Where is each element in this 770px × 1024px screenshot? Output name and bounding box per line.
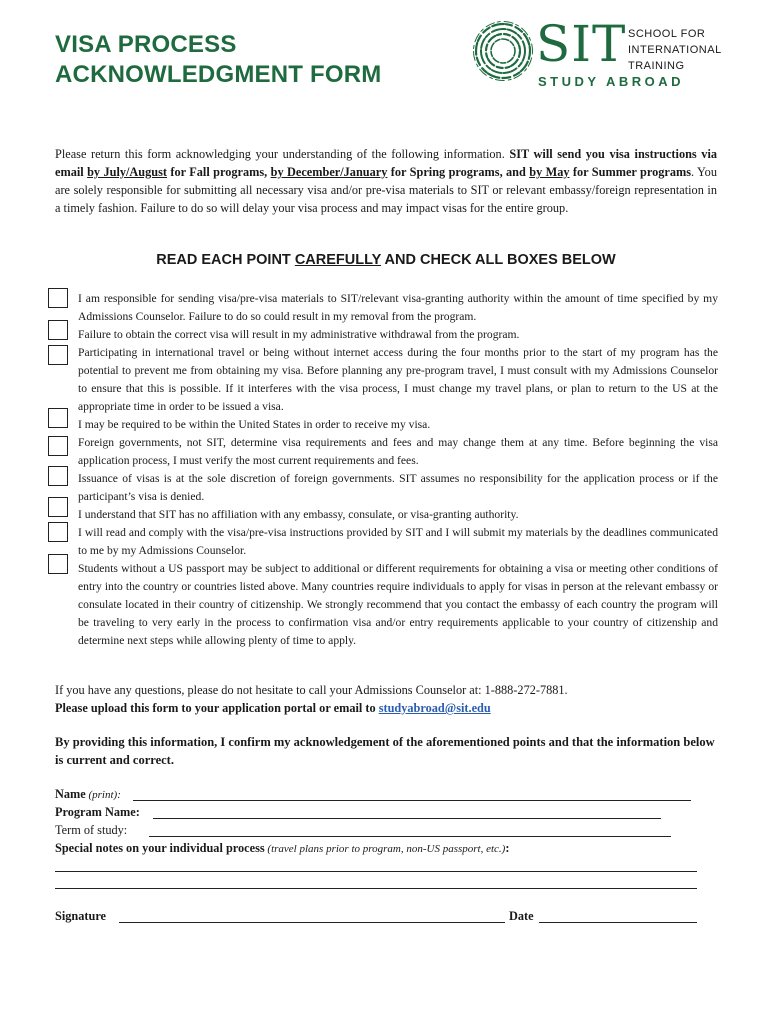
point-3: Participating in international travel or being without internet access during the four months prior to the start of my program has the potential to prevent me from obtaining my visa. Before planning any pre-program travel, I must consult with my Admissions Counselor to ensure that this is possible. If it interferes with the visa process, I must change my travel plans, or plan to return to the US at the appropriate time in order to be issued a visa. [78, 346, 718, 413]
school-line-2: INTERNATIONAL [628, 44, 722, 56]
intro-text-1: Please return this form acknowledging your understanding of the following information. [55, 147, 510, 161]
name-hint: (print): [85, 789, 121, 801]
program-input-line[interactable] [153, 818, 661, 819]
checkbox-point-6[interactable] [48, 466, 68, 486]
notes-label-text: Special notes on your individual process [55, 841, 265, 855]
intro-bold-4: for Summer programs [569, 165, 692, 179]
deadline-fall: by July/August [87, 165, 168, 179]
term-label: Term of study: [55, 823, 128, 837]
intro-paragraph [55, 145, 717, 217]
point-9: Students without a US passport may be subject to additional or different requirements for obtaining a visa or meeting other conditions of entry into the country or countries listed above. Many countries require individuals to apply for visas in person at the relevant embassy or consulate located in their country of citizenship. We strongly recommend that you contact the embassy of each country the program will be traveling to very early in the process to confirmation visa and/or entry requirements applicable to your country of citizenship and determine next steps while allowing plenty of time to apply. [78, 562, 718, 647]
point-7: I understand that SIT has no affiliation with any embassy, consulate, or visa-granting authority. [78, 508, 519, 521]
term-input-line[interactable] [149, 836, 671, 837]
notes-hint: (travel plans prior to program, non-US passport, etc.) [264, 843, 506, 855]
email-link[interactable]: studyabroad@sit.edu [378, 701, 491, 715]
upload-text: Please upload this form to your application portal or email to [55, 701, 379, 715]
signature-label: Signature [55, 909, 107, 923]
checkbox-point-9[interactable] [48, 554, 68, 574]
checkbox-point-2[interactable] [48, 320, 68, 340]
checkbox-point-7[interactable] [48, 497, 68, 517]
deadline-spring: by December/January [270, 165, 388, 179]
program-label: Program Name: [55, 805, 140, 819]
title-line-1: VISA PROCESS [55, 31, 237, 58]
confirmation-statement: By providing this information, I confirm my acknowledgement of the aforementioned points and that the information below is current and correct. [55, 735, 715, 767]
point-6: Issuance of visas is at the sole discretion of foreign governments. SIT assumes no responsibility for the application process or if the participant’s visa is denied. [78, 472, 718, 503]
point-8: I will read and comply with the visa/pre-visa instructions provided by SIT and I will submit my materials by the deadlines communicated to me by my Admissions Counselor. [78, 526, 718, 557]
name-label-text: Name [55, 787, 86, 801]
form-title [55, 30, 381, 90]
sit-circle-logo-icon [472, 20, 534, 82]
upload-instruction [55, 699, 717, 717]
date-label: Date [509, 909, 534, 923]
signature-input-line[interactable] [119, 922, 505, 923]
title-line-2: ACKNOWLEDGMENT FORM [55, 61, 382, 88]
checkbox-point-5[interactable] [48, 436, 68, 456]
checkbox-point-1[interactable] [48, 288, 68, 308]
study-abroad-tagline: STUDY ABROAD [538, 74, 685, 89]
heading-emphasis: CAREFULLY [294, 252, 382, 268]
sit-logo [472, 15, 732, 96]
date-input-line[interactable] [539, 922, 697, 923]
questions-text: If you have any questions, please do not hesitate to call your Admissions Counselor at: 1-888-272-7881. [55, 683, 568, 697]
contact-block [55, 681, 717, 717]
school-line-3: TRAINING [628, 60, 685, 72]
checkbox-point-4[interactable] [48, 408, 68, 428]
notes-label [55, 839, 509, 858]
school-name [628, 26, 722, 74]
deadline-summer: by May [529, 165, 570, 179]
point-1: I am responsible for sending visa/pre-visa materials to SIT/relevant visa-granting authority within the amount of time specified by my Admissions Counselor. Failure to do so could result in my removal from the program. [78, 292, 718, 323]
instructions-heading [55, 252, 717, 268]
school-line-1: SCHOOL FOR [628, 28, 706, 40]
checkbox-point-8[interactable] [48, 522, 68, 542]
name-label [55, 785, 121, 804]
point-2: Failure to obtain the correct visa will result in my administrative withdrawal from the program. [78, 328, 520, 341]
notes-colon: : [505, 841, 510, 855]
intro-bold-2: for Fall programs, [167, 165, 271, 179]
notes-input-line-2[interactable] [55, 888, 697, 889]
intro-bold-3: for Spring programs, and [387, 165, 530, 179]
intro-text-2: . You are solely responsible for submitting all necessary visa and/or pre-visa materials to SIT or relevant embassy/foreign representation in a timely fashion. Failure to do so will delay your visa process and may impact visas for the entire group. [55, 165, 717, 215]
point-4: I may be required to be within the United States in order to receive my visa. [78, 418, 431, 431]
intro-bold-1: SIT will send you visa instructions via email [55, 147, 718, 179]
name-input-line[interactable] [133, 800, 691, 801]
notes-input-line-1[interactable] [55, 871, 697, 872]
acknowledgement-points [78, 290, 718, 650]
heading-post: AND CHECK ALL BOXES BELOW [381, 252, 616, 268]
point-5: Foreign governments, not SIT, determine visa requirements and fees and may change them at any time. Before beginning the visa application process, I must verify the most current requirements and fees. [78, 436, 718, 467]
sit-wordmark: SIT [536, 15, 627, 73]
checkbox-point-3[interactable] [48, 345, 68, 365]
heading-pre: READ EACH POINT [156, 252, 295, 268]
